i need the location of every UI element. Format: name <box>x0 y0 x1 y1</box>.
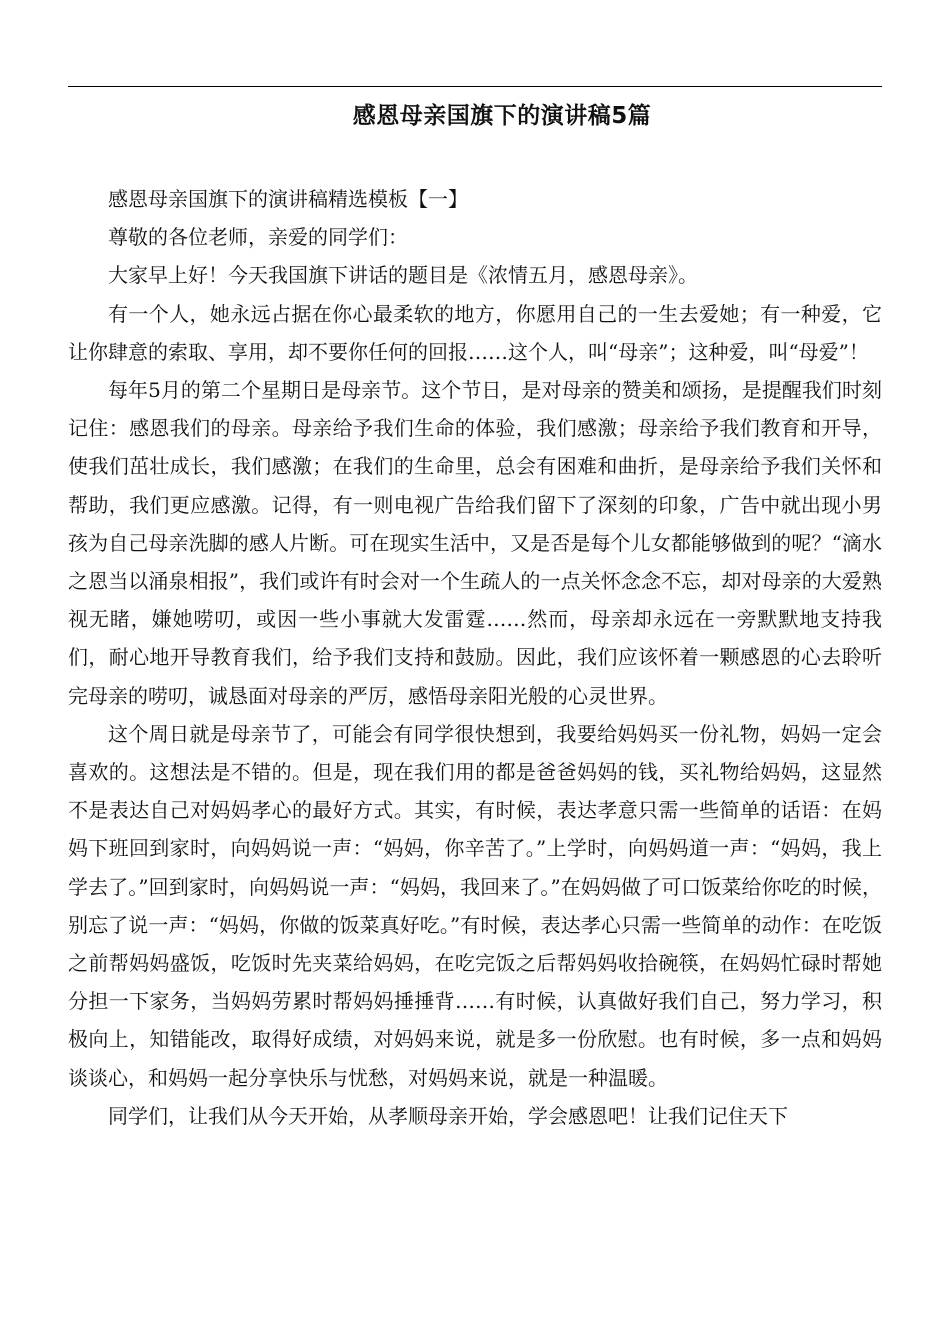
body-paragraph: 这个周日就是母亲节了，可能会有同学很快想到，我要给妈妈买一份礼物，妈妈一定会喜欢的。这想法是不错的。但是，现在我们用的都是爸爸妈妈的钱，买礼物给妈妈，这显然不是表达自己对妈妈孝心的最好方式。其实，有时候，表达孝意只需一些简单的话语：在妈妈下班回到家时，向妈妈说一声：“妈妈，你辛苦了。”上学时，向妈妈道一声：“妈妈，我上学去了。”回到家时，向妈妈说一声：“妈妈，我回来了。”在妈妈做了可口饭菜给你吃的时候，别忘了说一声：“妈妈，你做的饭菜真好吃。”有时候，表达孝心只需一些简单的动作：在吃饭之前帮妈妈盛饭，吃饭时先夹菜给妈妈，在吃完饭之后帮妈妈收拾碗筷，在妈妈忙碌时帮她分担一下家务，当妈妈劳累时帮妈妈捶捶背……有时候，认真做好我们自己，努力学习，积极向上，知错能改，取得好成绩，对妈妈来说，就是多一份欣慰。也有时候，多一点和妈妈谈谈心，和妈妈一起分享快乐与忧愁，对妈妈来说，就是一种温暖。 <box>68 721 882 1090</box>
body-paragraph: 每年5月的第二个星期日是母亲节。这个节日，是对母亲的赞美和颂扬，是提醒我们时刻记住：感恩我们的母亲。母亲给予我们生命的体验，我们感激；母亲给予我们教育和开导，使我们茁壮成长，我们感激；在我们的生命里，总会有困难和曲折，是母亲给予我们关怀和帮助，我们更应感激。记得，有一则电视广告给我们留下了深刻的印象，广告中就出现小男孩为自己母亲洗脚的感人片断。可在现实生活中，又是否是每个儿女都能够做到的呢？“滴水之恩当以涌泉相报”，我们或许有时会对一个生疏人的一点关怀念念不忘，却对母亲的大爱熟视无睹，嫌她唠叨，或因一些小事就大发雷霆……然而，母亲却永远在一旁默默地支持我们，耐心地开导教育我们，给予我们支持和鼓励。因此，我们应该怀着一颗感恩的心去聆听完母亲的唠叨，诚恳面对母亲的严厉，感悟母亲阳光般的心灵世界。 <box>68 378 882 708</box>
salutation: 尊敬的各位老师，亲爱的同学们： <box>108 225 408 250</box>
document-title: 感恩母亲国旗下的演讲稿5篇 <box>352 103 652 129</box>
body-paragraph: 同学们，让我们从今天开始，从孝顺母亲开始，学会感恩吧！让我们记住天下 <box>108 1103 788 1128</box>
body-paragraph: 有一个人，她永远占据在你心最柔软的地方，你愿用自己的一生去爱她；有一种爱，它让你肆意的索取、享用，却不要你任何的回报……这个人，叫“母亲”；这种爱，叫“母爱”！ <box>68 301 882 364</box>
document-body <box>68 180 882 1135</box>
section-heading: 感恩母亲国旗下的演讲稿精选模板【一】 <box>108 187 468 211</box>
greeting-paragraph: 大家早上好！今天我国旗下讲话的题目是《浓情五月，感恩母亲》。 <box>108 263 698 288</box>
header-rule <box>68 86 882 87</box>
